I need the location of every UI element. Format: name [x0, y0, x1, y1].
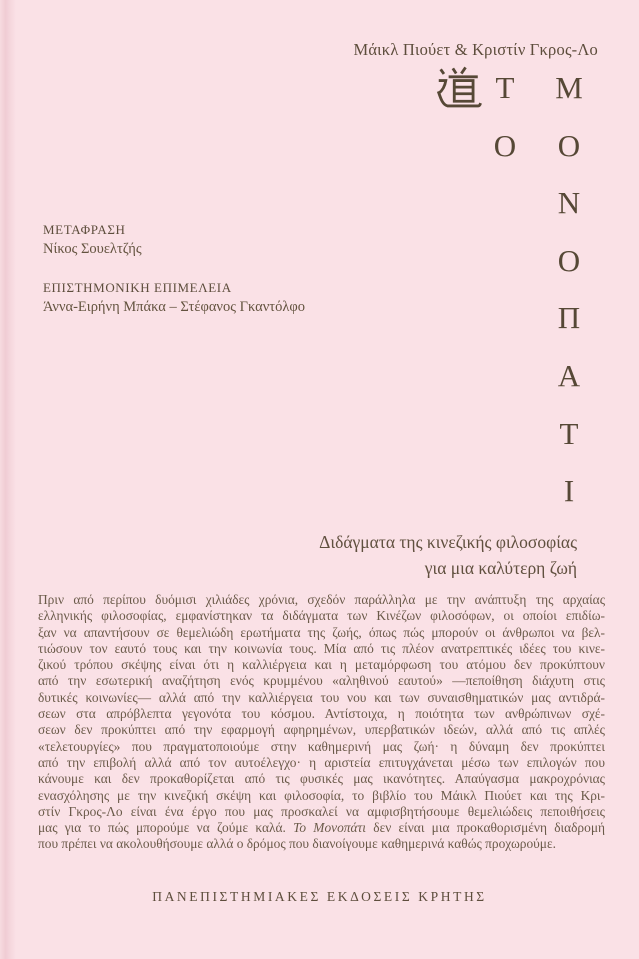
title-letter: Ν — [557, 185, 581, 221]
body-line: κάνουμε και δεν προκαθορίζεται από τις φυσικές μας ικανότητες. Απαύγασμα μακροχρόνιας — [38, 771, 605, 787]
body-line: μας για το πώς μπορούμε να ζούμε καλά. Το Μονοπάτι δεν είναι μια προκαθορισμένη διαδρομή — [38, 820, 605, 836]
title-letter: Α — [557, 357, 581, 393]
publisher-line: ΠΑΝΕΠΙΣΤΗΜΙΑΚΕΣ ΕΚΔΟΣΕΙΣ ΚΡΗΤΗΣ — [152, 889, 487, 904]
body-line: τιώσουν τον εαυτό τους και την κοινωνία τους. Μία από τις πλέον ανατρεπτικές ιδέες του κινε- — [38, 640, 605, 656]
subtitle — [319, 529, 577, 581]
editors-names: Άννα-Ειρήνη Μπάκα – Στέφανος Γκαντόλφο — [43, 299, 306, 315]
subtitle-line-1: Διδάγματα της κινεζικής φιλοσοφίας — [319, 532, 577, 552]
credits-section — [43, 222, 305, 338]
translation-heading: ΜΕΤΑΦΡΑΣΗ — [43, 222, 126, 237]
dao-character-icon — [435, 66, 482, 113]
body-line: από την επιβολή αλλά από τον αυτοέλεγχο· η αριστεία επιτυγχάνεται μέσω των επιλογών που — [38, 754, 605, 770]
body-line: σεων δεν προκύπτει από την εφαρμογή αφηρημένων, υπερβατικών ιδεών, αλλά από τις απλές — [38, 722, 605, 738]
title-letter: Τ — [559, 415, 579, 451]
scientific-editing-heading: ΕΠΙΣΤΗΜΟΝΙΚΗ ΕΠΙΜΕΛΕΙΑ — [43, 280, 232, 295]
translator-name: Νίκος Σουελτζής — [43, 241, 142, 257]
title-letter: Ι — [563, 473, 575, 509]
body-line: ενασχόλησης με την κινεζική σκέψη και φιλοσοφία, το βιβλίο του Μάικλ Πιούετ και της Κρι- — [38, 787, 605, 803]
body-line: στίν Γκρος-Λο είναι ένα έργο που μας προσκαλεί να αμφισβητήσουμε θεμελιώδεις πεποιθήσεις — [38, 803, 605, 819]
body-line: σεων στα απρόβλεπτα γεγονότα του κόσμου. Αντίστοιχα, η ποιότητα των ανθρώπινων σχέ- — [38, 706, 605, 722]
body-line: ελληνικής φιλοσοφίας, εμφανίστηκαν τα διδάγματα των Κινέζων φιλοσόφων, οι οποίοι επιδίω- — [38, 608, 605, 624]
author-line: Μάικλ Πιούετ & Κριστίν Γκρος-Λο — [353, 40, 598, 59]
title-letter: Π — [557, 300, 581, 336]
title-letter: Μ — [555, 70, 583, 105]
subtitle-line-2: για μια καλύτερη ζωή — [424, 558, 577, 578]
title-column-to — [488, 59, 522, 174]
body-text — [38, 592, 605, 853]
body-line: Πριν από περίπου δυόμισι χιλιάδες χρόνια, σχεδόν παράλληλα με την ανάπτυξη της αρχαίας — [38, 592, 605, 607]
body-line: δυτικές κοινωνίες— αλλά από την καλλιέργεια του νου και των συναισθηματικών μας αντιδρά- — [38, 689, 605, 705]
body-line: ζικού τρόπου σκέψης είναι ότι η καλλιέργεια και η μεταμόρφωση του ατόμου δεν προκύπτουν — [38, 657, 605, 673]
title-letter: Ο — [493, 127, 517, 163]
spine-fold-shading — [0, 0, 16, 959]
body-line: που πρέπει να ακολουθήσουμε αλλά ο δρόμος που διανοίγουμε καθημερινά καθώς προχωρούμε. — [38, 836, 556, 852]
body-line: ξαν να απαντήσουν σε θεμελιώδη ερωτήματα της ζωής, όπως πώς μπορούν οι άνθρωποι να βελ- — [38, 624, 605, 640]
title-column-monopati — [552, 59, 586, 520]
body-line: από την εσωτερική αναζήτηση ενός κρυμμένου «αληθινού εαυτού» —πεποίθηση διάχυτη στις — [38, 673, 605, 689]
title-letter: Ο — [557, 242, 581, 278]
title-letter: Ο — [557, 127, 581, 163]
title-letter: Τ — [495, 70, 515, 105]
body-line: «τελετουργίες» που πραγματοποιούμε στην καθημερινή μας ζωή· η δύναμη δεν προκύπτει — [38, 738, 605, 754]
